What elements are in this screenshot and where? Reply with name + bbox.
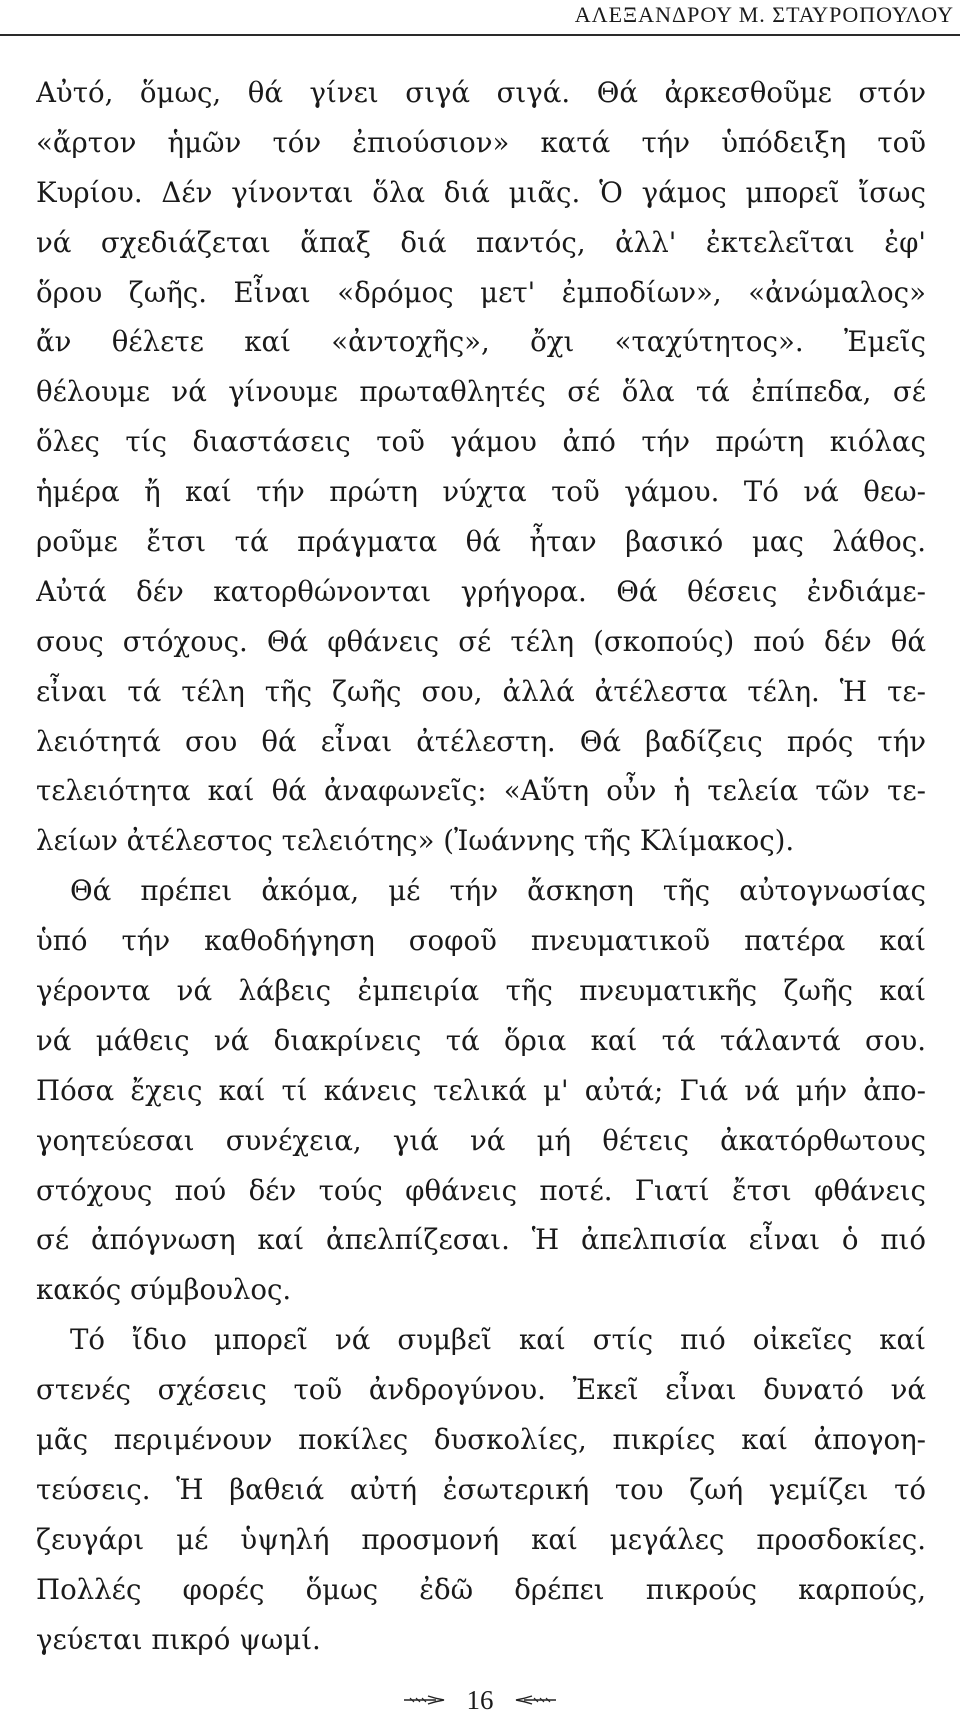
page-number: 16 [466,1684,494,1715]
text-line: Πολλές φορές ὅμως ἐδῶ δρέπει πικρούς καρπούς, [36,1572,926,1606]
text-line: Θά πρέπει ἀκόμα, μέ τήν ἄσκηση τῆς αὐτογνωσίας [70,874,926,908]
ornament-left-icon [402,1694,446,1706]
text-line: σους στόχους. Θά φθάνεις σέ τέλη (σκοπούς) πού δέν θά [36,624,926,658]
text-line: ὑπό τήν καθοδήγηση σοφοῦ πνευματικοῦ πατέρα καί [36,924,926,958]
text-line: κακός σύμβουλος. [36,1273,292,1307]
text-line: «ἄρτον ἡμῶν τόν ἐπιούσιον» κατά τήν ὑπόδειξη τοῦ [36,125,926,159]
text-line: ζευγάρι μέ ὑψηλή προσμονή καί μεγάλες προσδοκίες. [36,1522,926,1556]
text-line: γοητεύεσαι συνέχεια, γιά νά μή θέτεις ἀκατόρθωτους [36,1123,926,1157]
text-line: λείων ἀτέλεστος τελειότης» (Ἰωάννης τῆς Κλίμακος). [36,824,795,858]
text-line: λειότητά σου θά εἶναι ἀτέλεστη. Θά βαδίζεις πρός τήν [36,724,926,758]
text-line: ἄν θέλετε καί «ἀντοχῆς», ὄχι «ταχύτητος». Ἐμεῖς [36,325,926,359]
ornament-right-icon [514,1694,558,1706]
text-line: Πόσα ἔχεις καί τί κάνεις τελικά μ' αὐτά; Γιά νά μήν ἀπο- [36,1073,926,1107]
page-footer [0,1682,960,1716]
text-line: τελειότητα καί θά ἀναφωνεῖς: «Αὕτη οὖν ἡ τελεία τῶν τε- [36,774,926,808]
text-line: στενές σχέσεις τοῦ ἀνδρογύνου. Ἐκεῖ εἶναι δυνατό νά [36,1373,926,1407]
text-line: θέλουμε νά γίνουμε πρωταθλητές σέ ὅλα τά ἐπίπεδα, σέ [36,375,926,409]
text-line: ἡμέρα ἤ καί τήν πρώτη νύχτα τοῦ γάμου. Τό νά θεω- [36,475,926,509]
header-rule [0,34,960,36]
text-line: μᾶς περιμένουν ποκίλες δυσκολίες, πικρίες καί ἀπογοη- [36,1423,926,1457]
body-text [36,68,926,1665]
text-line: ὅρου ζωῆς. Εἶναι «δρόμος μετ' ἐμποδίων», «ἀνώμαλος» [36,275,926,309]
text-line: Αὐτά δέν κατορθώνονται γρήγορα. Θά θέσεις ἐνδιάμε- [36,574,926,608]
text-line: γέροντα νά λάβεις ἐμπειρία τῆς πνευματικῆς ζωῆς καί [36,974,926,1008]
text-line: Κυρίου. Δέν γίνονται ὅλα διά μιᾶς. Ὁ γάμος μπορεῖ ἴσως [36,175,926,209]
text-line: Τό ἴδιο μπορεῖ νά συμβεῖ καί στίς πιό οἰκεῖες καί [70,1323,926,1357]
text-line: νά σχεδιάζεται ἅπαξ διά παντός, ἀλλ' ἐκτελεῖται ἐφ' [36,225,926,259]
text-line: σέ ἀπόγνωση καί ἀπελπίζεσαι. Ἡ ἀπελπισία εἶναι ὁ πιό [36,1223,926,1257]
text-line: ὅλες τίς διαστάσεις τοῦ γάμου ἀπό τήν πρώτη κιόλας [36,425,926,459]
running-header-title: ΑΛΕΞΑΝΔΡΟΥ Μ. ΣΤΑΥΡΟΠΟΥΛΟΥ [574,2,954,27]
text-line: ροῦμε ἔτσι τά πράγματα θά ἦταν βασικό μας λάθος. [36,525,926,559]
text-line: εἶναι τά τέλη τῆς ζωῆς σου, ἀλλά ἀτέλεστα τέλη. Ἡ τε- [36,674,926,708]
text-line: τεύσεις. Ἡ βαθειά αὐτή ἐσωτερική του ζωή γεμίζει τό [36,1472,926,1506]
text-line: νά μάθεις νά διακρίνεις τά ὅρια καί τά τάλαντά σου. [36,1023,926,1057]
text-line: Αὐτό, ὅμως, θά γίνει σιγά σιγά. Θά ἀρκεσθοῦμε στόν [36,76,926,109]
text-line: στόχους πού δέν τούς φθάνεις ποτέ. Γιατί ἔτσι φθάνεις [36,1173,926,1207]
running-header [0,0,960,40]
text-line: γεύεται πικρό ψωμί. [36,1622,321,1656]
